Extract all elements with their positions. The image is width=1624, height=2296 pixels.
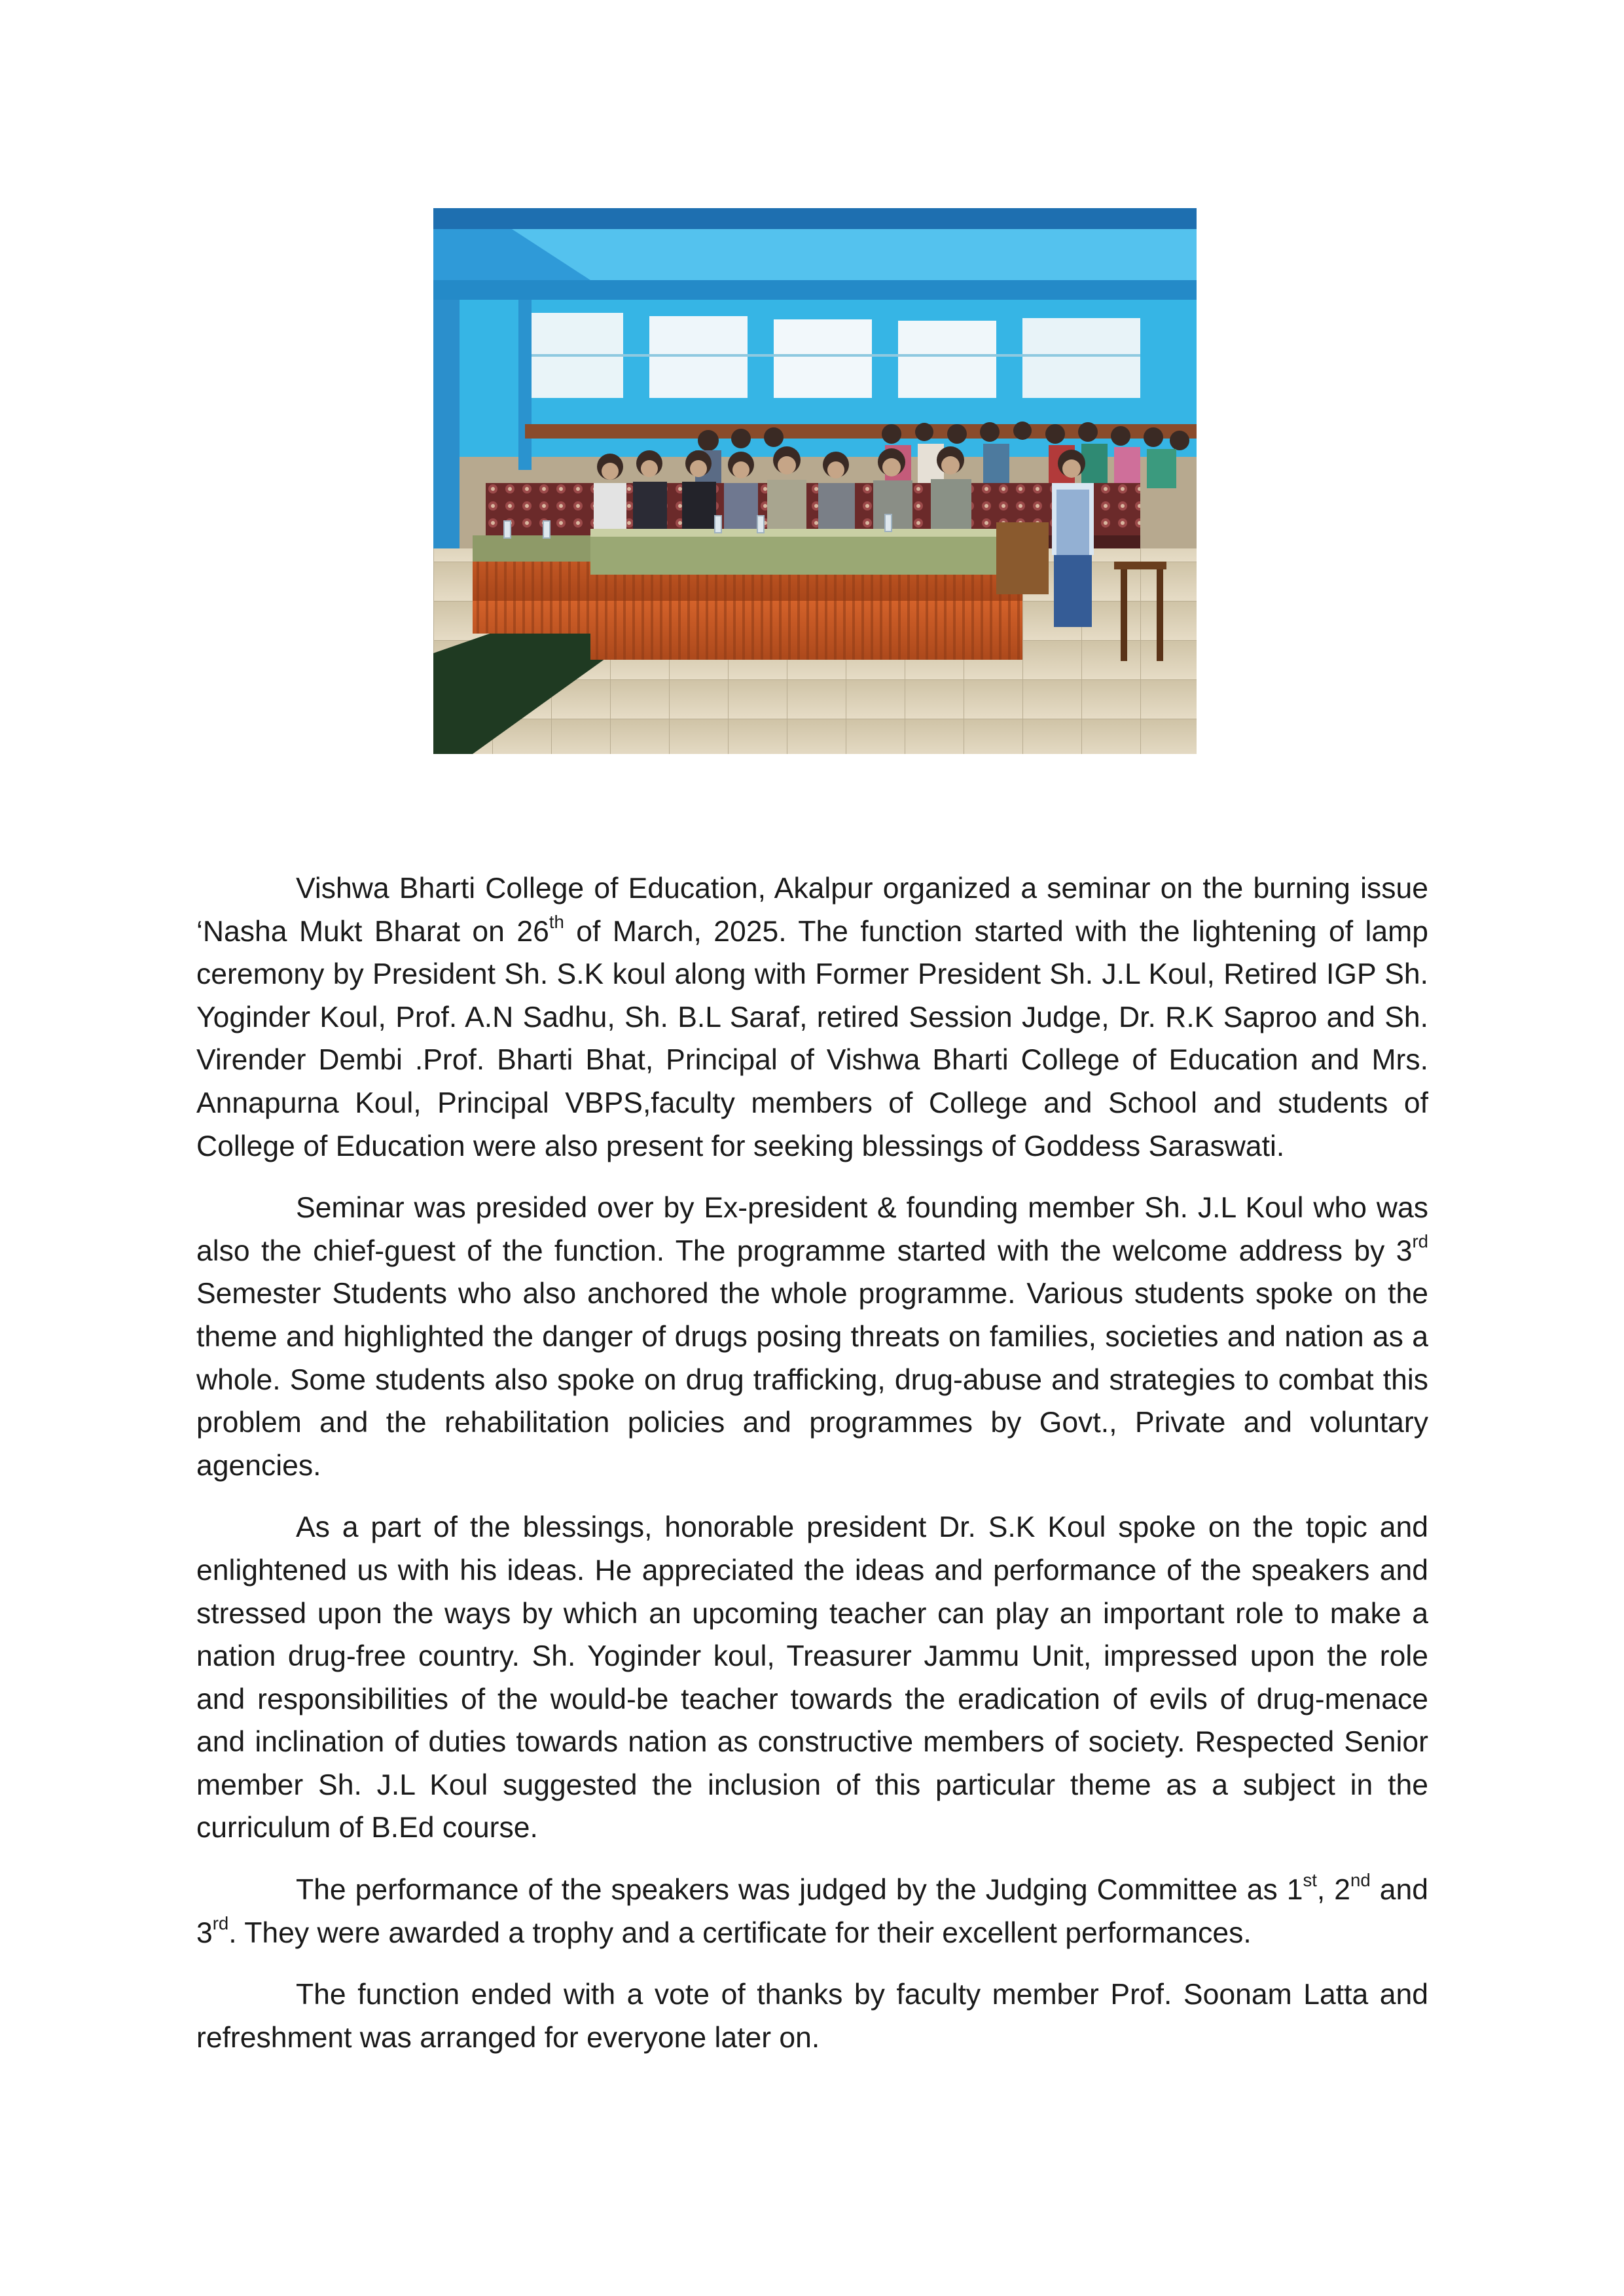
paragraph-3: [196, 1506, 1428, 1850]
paragraph-5: [196, 1973, 1428, 2059]
ordinal-suffix: st: [1303, 1870, 1317, 1891]
ordinal-suffix: rd: [212, 1912, 229, 1933]
paragraph-3-text: As a part of the blessings, honorable president Dr. S.K Koul spoke on the topic and enlightened us with his ideas. He appreciated the ideas and performance of the speakers and stressed upon the ways by which an upcoming teacher can play an important role to make a nation drug-free country. Sh. Yoginder koul, Treasurer Jammu Unit, impressed upon the role and responsibilities of the would-be teacher towards the eradication of evils of drug-menace and inclination of duties towards nation as constructive members of society. Respected Senior member Sh. J.L Koul suggested the inclusion of this particular theme as a subject in the curriculum of B.Ed course.: [196, 1511, 1428, 1844]
paragraph-4-text-c: and 3: [196, 1874, 1428, 1949]
ordinal-suffix: nd: [1350, 1870, 1371, 1891]
paragraph-2-text-b: Semester Students who also anchored the whole programme. Various students spoke on the theme and highlighted the danger of drugs posing threats on families, societies and nation as a whole. Some students also spoke on drug trafficking, drug-abuse and strategies to combat this problem and the rehabilitation policies and programmes by Govt., Private and voluntary agencies.: [196, 1278, 1428, 1482]
paragraph-1-text-b: of March, 2025. The function started with the lightening of lamp ceremony by President Sh. S.K koul along with Former President Sh. J.L Koul, Retired IGP Sh. Yoginder Koul, Prof. A.N Sadhu, Sh. B.L Saraf, retired Session Judge, Dr. R.K Saproo and Sh. Virender Dembi .Prof. Bharti Bhat, Principal of Vishwa Bharti College of Education and Mrs. Annapurna Koul, Principal VBPS,faculty members of College and School and students of College of Education were also present for seeking blessings of Goddess Saraswati.: [196, 915, 1428, 1162]
seminar-audience-photo-icon: [433, 208, 1197, 754]
paragraph-4-text-d: . They were awarded a trophy and a certificate for their excellent performances.: [228, 1916, 1252, 1949]
paragraph-2: [196, 1187, 1428, 1487]
paragraph-4-text-b: , 2: [1316, 1874, 1351, 1907]
paragraph-1-text-a: Vishwa Bharti College of Education, Akalpur organized a seminar on the burning issue ‘Nasha Mukt Bharat on 26: [196, 872, 1428, 948]
paragraph-1: [196, 867, 1428, 1168]
paragraph-4: [196, 1869, 1428, 1954]
paragraph-4-text-a: The performance of the speakers was judged by the Judging Committee as 1: [296, 1874, 1303, 1907]
ordinal-suffix: rd: [1412, 1230, 1428, 1251]
article-body: [196, 867, 1428, 2059]
paragraph-5-text: The function ended with a vote of thanks by faculty member Prof. Soonam Latta and refreshment was arranged for everyone later on.: [196, 1979, 1428, 2054]
seminar-photo: [433, 208, 1197, 754]
paragraph-2-text-a: Seminar was presided over by Ex-president & founding member Sh. J.L Koul who was also the chief-guest of the function. The programme started with the welcome address by 3: [196, 1192, 1428, 1267]
ordinal-suffix: th: [549, 911, 564, 932]
